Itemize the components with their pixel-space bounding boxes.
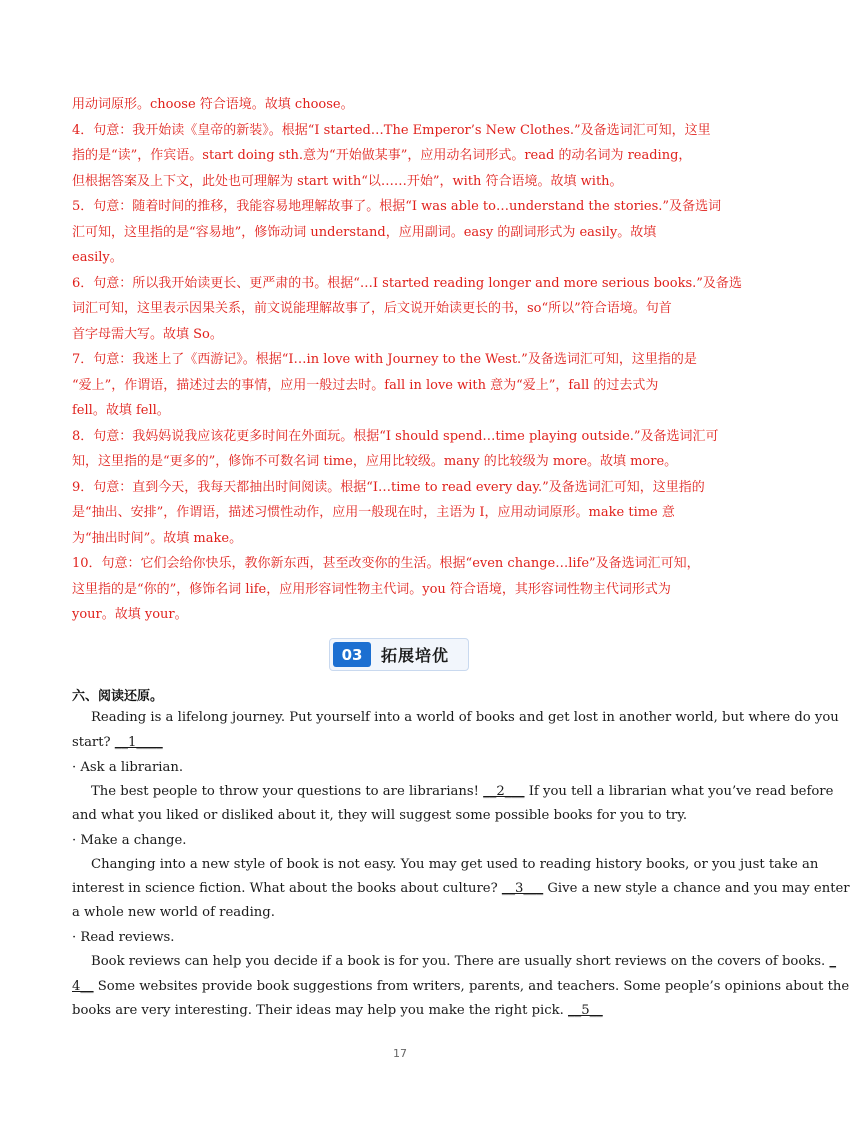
answer-line: 为“抽出时间”。故填 make。 [72,531,243,546]
answer-line: 用动词原形。choose 符合语境。故填 choose。 [72,97,354,112]
answer-line: 指的是“读”，作宾语。start doing sth.意为“开始做某事”，应用动名词形式。read 的动名词为 reading， [72,148,692,163]
passage-text: Book reviews can help you decide if a book is for you. There are usually short reviews on the covers of books. [91,954,830,969]
passage-line: and what you liked or disliked about it, they will suggest some possible books for you to try. [72,808,688,823]
passage-text: Give a new style a chance and you may enter [543,881,850,896]
blank-2: __2___ [483,784,525,799]
answer-line: 10．句意：它们会给你快乐，教你新东西，甚至改变你的生活。根据“even change…life”及备选词汇可知， [72,556,700,571]
banner-number: 03 [333,642,371,667]
answer-line: 9．句意：直到今天，我每天都抽出时间阅读。根据“I…time to read every day.”及备选词汇可知，这里指的 [72,480,705,495]
passage-line [72,877,850,902]
passage-line [72,999,603,1024]
section-banner [329,638,469,671]
blank-4-start: _ [829,954,837,969]
passage-line: a whole new world of reading. [72,905,275,920]
section-heading: 六、阅读还原。 [72,689,164,704]
passage-line [72,975,849,1000]
answer-line: 首字母需大写。故填 So。 [72,327,223,342]
passage-text: The best people to throw your questions to are librarians! [91,784,484,799]
answer-line: 词汇可知，这里表示因果关系，前文说能理解故事了，后文说开始读更长的书，so“所以”符合语境。句首 [72,301,672,316]
passage-text: start? [72,735,115,750]
answer-line: 是“抽出、安排”，作谓语，描述习惯性动作，应用一般现在时，主语为 I，应用动词原形。make time 意 [72,505,675,520]
passage-text: interest in science fiction. What about the books about culture? [72,881,502,896]
blank-4: 4__ [72,979,94,994]
banner-title: 拓展培优 [381,646,450,665]
answer-line: 但根据答案及上下文，此处也可理解为 start with“以……开始”，with 符合语境。故填 with。 [72,174,623,189]
answer-line: 4．句意：我开始读《皇帝的新装》。根据“I started…The Emperor’s New Clothes.”及备选词汇可知，这里 [72,123,711,138]
passage-line [91,780,833,805]
blank-5: __5__ [568,1003,603,1018]
answer-line: 这里指的是“你的”，修饰名词 life，应用形容词性物主代词。you 符合语境，其形容词性物主代词形式为 [72,582,671,597]
bullet-heading: · Ask a librarian. [72,760,184,775]
passage-text: Some websites provide book suggestions from writers, parents, and teachers. Some people’s opinions about the [93,979,850,994]
answer-line: fell。故填 fell。 [72,403,170,418]
passage-line [91,950,836,975]
passage-line: Reading is a lifelong journey. Put yourself into a world of books and get lost in another world, but where do you [91,710,839,725]
answer-line: 知，这里指的是“更多的”，修饰不可数名词 time，应用比较级。many 的比较级为 more。故填 more。 [72,454,678,469]
page-number: 17 [393,1047,407,1060]
blank-3: __3___ [501,881,544,896]
answer-line: 汇可知，这里指的是“容易地”，修饰动词 understand，应用副词。easy 的副词形式为 easily。故填 [72,225,657,240]
passage-text: books are very interesting. Their ideas may help you make the right pick. [72,1003,568,1018]
bullet-heading: · Make a change. [72,833,187,848]
passage-line: Changing into a new style of book is not easy. You may get used to reading history books, or you just take an [91,857,819,872]
answer-line: 8．句意：我妈妈说我应该花更多时间在外面玩。根据“I should spend…time playing outside.”及备选词汇可 [72,429,719,444]
answer-line: your。故填 your。 [72,607,188,622]
passage-text: If you tell a librarian what you’ve read before [524,784,834,799]
answer-line: 5．句意：随着时间的推移，我能容易地理解故事了。根据“I was able to…understand the stories.”及备选词 [72,199,722,214]
blank-1: __1____ [114,735,163,750]
passage-line [72,731,163,756]
answer-line: “爱上”，作谓语，描述过去的事情，应用一般过去时。fall in love with 意为“爱上”，fall 的过去式为 [72,378,659,393]
bullet-heading: · Read reviews. [72,930,175,945]
answer-line: 6．句意：所以我开始读更长、更严肃的书。根据“…I started reading longer and more serious books.”及备选 [72,276,742,291]
answer-line: easily。 [72,250,123,265]
answer-line: 7．句意：我迷上了《西游记》。根据“I…in love with Journey to the West.”及备选词汇可知，这里指的是 [72,352,697,367]
